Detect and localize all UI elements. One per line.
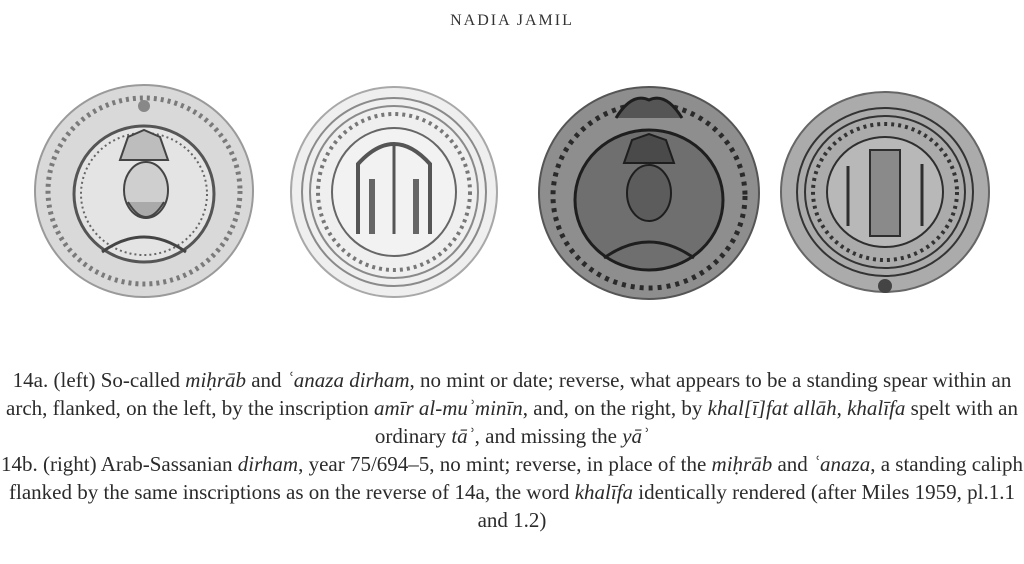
running-head: NADIA JAMIL [450,12,574,29]
figure-caption [0,366,1024,534]
caption-14b: 14b. (right) Arab-Sassanian dirham, year 75/694–5, no mint; reverse, in place of the miḥrāb and ʿanaza, a standing caliph flanked by the same inscriptions as on the reverse of 14a, the word khalīfa identically rendered (after Miles 1959, pl.1.1 and 1.2) [0,452,1024,532]
coin-14b-reverse [778,86,992,300]
caption-14a-label: 14a. (left) [12,368,96,392]
coin-14b-obverse [536,78,762,304]
caption-14a: 14a. (left) So-called miḥrāb and ʿanaza dirham, no mint or date; reverse, what appears to be a standing spear within an arch, flanked, on the left, by the inscription amīr al-muʾminīn, and, on the right, by khal[ī]fat allāh, khalīfa spelt with an ordinary tāʾ, and missing the yāʾ [6,368,1018,448]
coin-plate [0,74,1024,314]
coin-14a-obverse [32,82,256,300]
coin-14a-reverse [288,84,500,300]
caption-14b-label: 14b. (right) [0,452,97,476]
